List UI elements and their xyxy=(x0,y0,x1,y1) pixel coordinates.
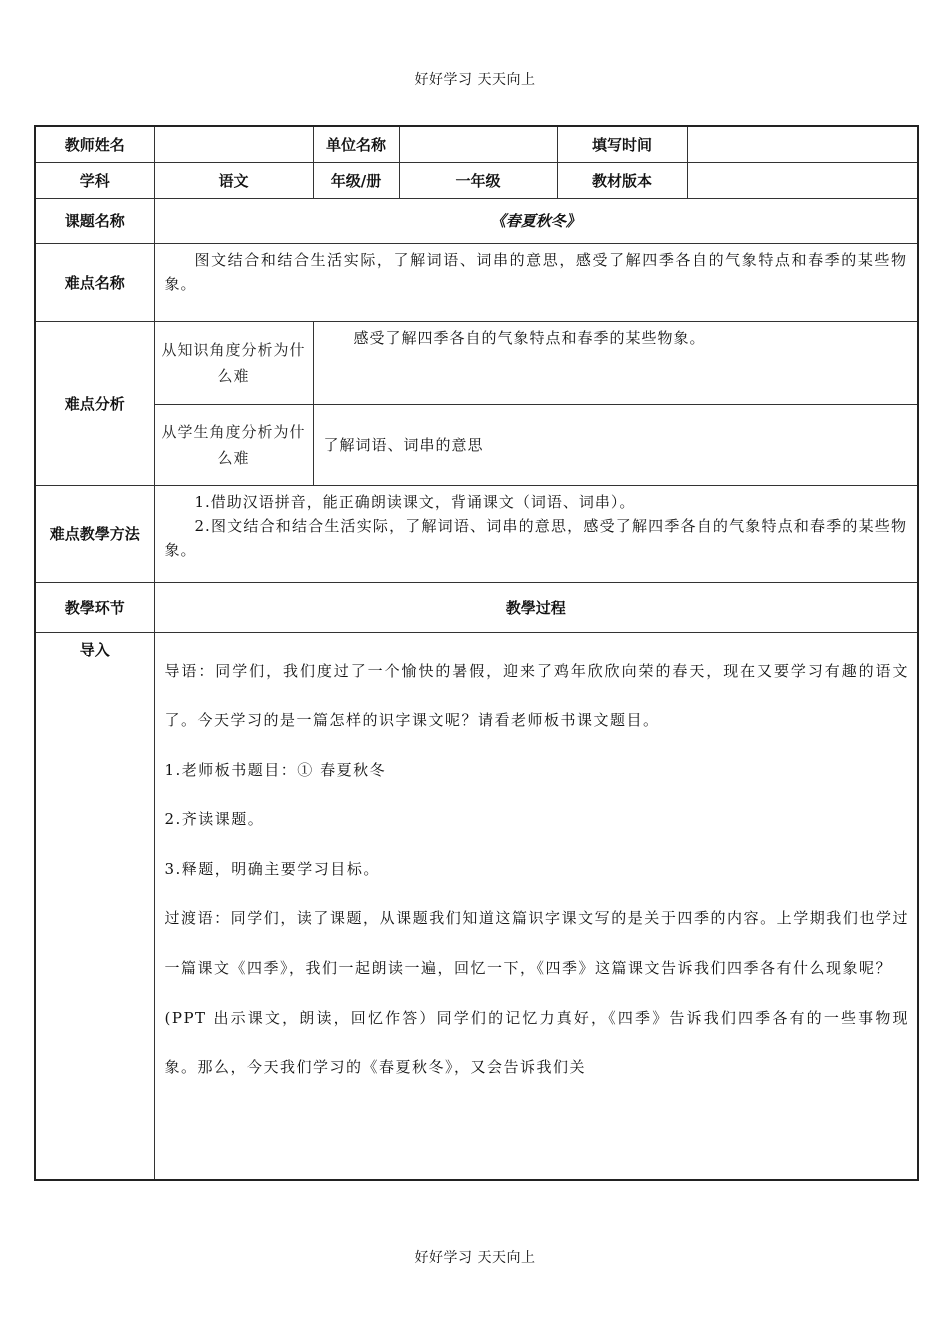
lesson-label: 课题名称 xyxy=(35,198,154,243)
method-row xyxy=(35,485,918,582)
teacher-value xyxy=(154,126,313,162)
intro-process-cell xyxy=(154,632,918,1180)
knowledge-angle-label: 从知识角度分析为什么难 xyxy=(154,321,313,404)
difficulty-label: 难点名称 xyxy=(35,243,154,321)
analysis-row-student xyxy=(35,404,918,485)
unit-value xyxy=(399,126,557,162)
stage-header: 教學环节 xyxy=(35,582,154,632)
page-footer: 好好学习 天天向上 xyxy=(414,1250,536,1266)
analysis-row-knowledge xyxy=(35,321,918,404)
unit-label: 单位名称 xyxy=(313,126,399,162)
date-label: 填写时间 xyxy=(557,126,687,162)
difficulty-row xyxy=(35,243,918,321)
method-item-2: 2.图文结合和结合生活实际，了解词语、词串的意思，感受了解四季各自的气象特点和春季的某些物象。 xyxy=(164,516,907,559)
method-label: 难点教學方法 xyxy=(35,485,154,582)
intro-paragraph: 1.老师板书题目：① 春夏秋冬 xyxy=(164,760,387,779)
knowledge-angle-text: 感受了解四季各自的气象特点和春季的某些物象。 xyxy=(353,328,706,347)
subject-value: 语文 xyxy=(154,162,313,198)
info-row-2 xyxy=(35,162,918,198)
difficulty-cell xyxy=(154,243,918,321)
lesson-title: 《春夏秋冬》 xyxy=(154,198,918,243)
method-item-1: 1.借助汉语拼音，能正确朗读课文，背诵课文（词语、词串）。 xyxy=(194,492,636,511)
intro-row xyxy=(35,632,918,1180)
analysis-label: 难点分析 xyxy=(35,321,154,485)
student-angle-text: 了解词语、词串的意思 xyxy=(323,435,484,454)
page-header: 好好学习 天天向上 xyxy=(414,72,536,88)
intro-paragraph: 3.释题，明确主要学习目标。 xyxy=(164,859,380,878)
edition-value xyxy=(687,162,918,198)
intro-paragraph: 导语：同学们，我们度过了一个愉快的暑假，迎来了鸡年欣欣向荣的春天，现在又要学习有趣的语文了。今天学习的是一篇怎样的识字课文呢？请看老师板书课文题目。 xyxy=(164,661,909,730)
lesson-row xyxy=(35,198,918,243)
date-value xyxy=(687,126,918,162)
difficulty-text: 图文结合和结合生活实际，了解词语、词串的意思，感受了解四季各自的气象特点和春季的某些物象。 xyxy=(164,250,907,293)
process-header: 教學过程 xyxy=(154,582,918,632)
method-cell xyxy=(154,485,918,582)
intro-paragraph: 过渡语：同学们，读了课题，从课题我们知道这篇识字课文写的是关于四季的内容。上学期我们也学过一篇课文《四季》，我们一起朗读一遍，回忆一下，《四季》这篇课文告诉我们四季各有什么现象呢？ xyxy=(164,909,909,978)
student-angle-cell xyxy=(313,404,918,485)
teacher-label: 教师姓名 xyxy=(35,126,154,162)
intro-paragraph: 2.齐读课题。 xyxy=(164,810,265,829)
edition-label: 教材版本 xyxy=(557,162,687,198)
subject-label: 学科 xyxy=(35,162,154,198)
grade-label: 年级/册 xyxy=(313,162,399,198)
info-row-1 xyxy=(35,126,918,162)
process-header-row xyxy=(35,582,918,632)
intro-stage-label: 导入 xyxy=(35,632,154,1180)
student-angle-label: 从学生角度分析为什么难 xyxy=(154,404,313,485)
intro-paragraph: (PPT 出示课文，朗读，回忆作答）同学们的记忆力真好，《四季》告诉我们四季各有的一些事物现象。那么，今天我们学习的《春夏秋冬》，又会告诉我们关 xyxy=(164,1008,909,1077)
knowledge-angle-cell xyxy=(313,321,918,404)
lesson-plan-table xyxy=(34,125,919,1181)
grade-value: 一年级 xyxy=(399,162,557,198)
